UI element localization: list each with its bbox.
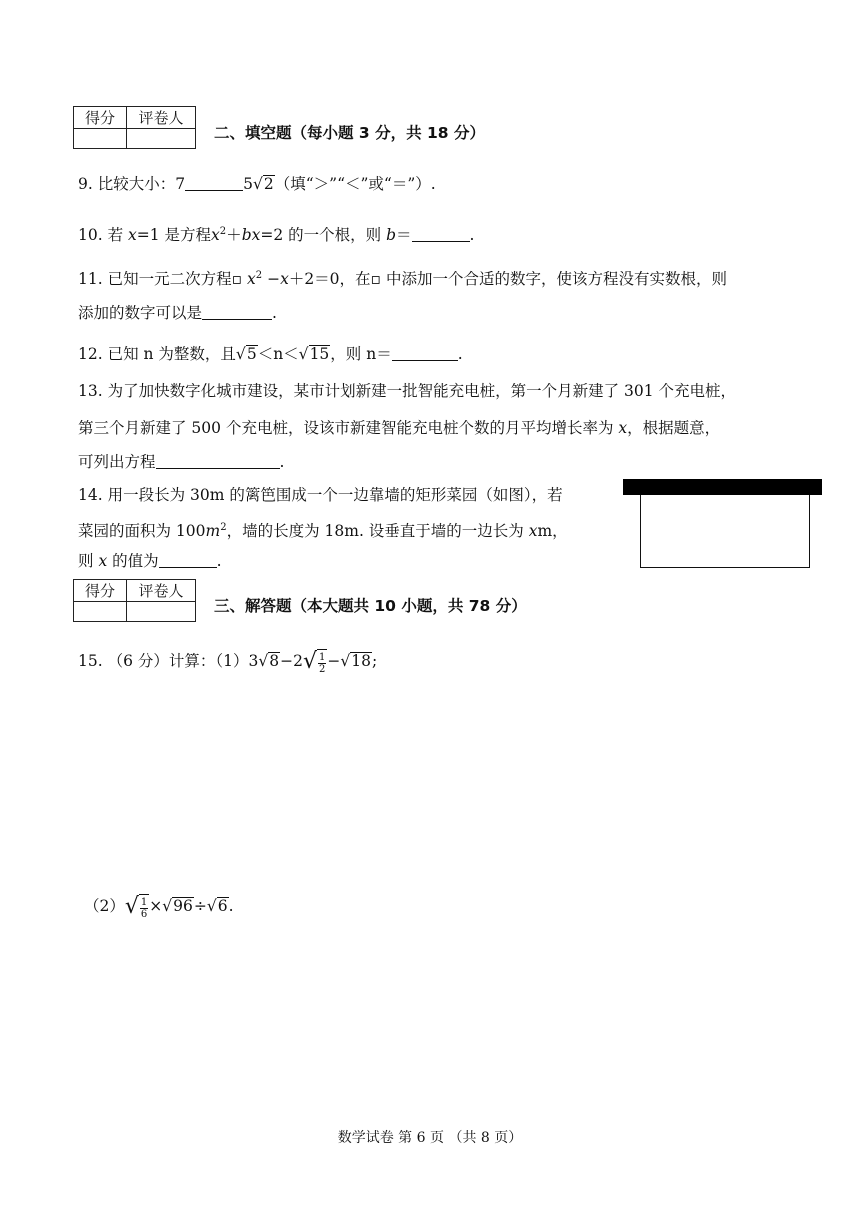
q14-line3a: 则 — [78, 552, 99, 570]
question-13-line3 — [78, 452, 284, 472]
grader-cell[interactable] — [127, 129, 196, 149]
q15-end: ; — [372, 652, 378, 670]
q14-end: . — [216, 552, 222, 570]
q15-frac-num: 1 — [319, 652, 326, 663]
q11-x: x — [247, 270, 256, 289]
sqrt-symbol: √2 — [252, 175, 274, 193]
sqrt-symbol: √18 — [340, 652, 371, 670]
q15-2-r2: 6 — [217, 897, 228, 915]
q14-line2b: ，墙的长度为 18m. 设垂直于墙的一边长为 — [226, 522, 529, 541]
q10-bx: bx — [241, 226, 261, 245]
score-header: 得分 — [74, 107, 127, 129]
q15-r1: 8 — [269, 652, 280, 670]
sqrt-symbol: √15 — [298, 345, 330, 363]
q15-b: −2 — [280, 652, 303, 670]
q14-line2a: 菜园的面积为 100 — [78, 522, 206, 541]
q13-blank[interactable] — [156, 453, 280, 469]
q12-r2: 15 — [309, 345, 330, 363]
q15-2-frac-radicand — [139, 894, 149, 921]
q10-blank[interactable] — [412, 226, 470, 242]
q12-b: ＜n＜ — [257, 345, 299, 363]
q14-x2: x — [98, 552, 108, 570]
q15-2-b: × — [149, 897, 163, 915]
question-9 — [78, 174, 436, 194]
q15-2-r1: 96 — [173, 897, 193, 915]
q10-b: =1 是方程 — [136, 226, 212, 245]
q14-x: x — [528, 522, 538, 541]
q13-line2a: 第三个月新建了 500 个充电桩，设该市新建智能充电桩个数的月平均增长率为 — [78, 419, 619, 437]
q10-c: ＋ — [226, 226, 242, 245]
q11-line2: 添加的数字可以是 — [78, 304, 203, 322]
question-11-line2 — [78, 303, 277, 323]
q13-line3: 可列出方程 — [78, 453, 156, 471]
q14-m: m — [205, 522, 221, 541]
q12-r1: 5 — [246, 345, 257, 363]
q9-coef: 5 — [243, 175, 253, 193]
score-cell[interactable] — [74, 129, 127, 149]
q10-x: x — [128, 226, 137, 245]
q11-x2: x — [280, 270, 289, 289]
q13-line2b: ，根据题意， — [627, 419, 721, 437]
q12-end: . — [457, 345, 463, 363]
q9-blank[interactable] — [185, 175, 243, 191]
page-footer: 数学试卷 第 6 页 （共 8 页） — [337, 1130, 523, 1146]
q9-prefix: 9. 比较大小：7 — [78, 175, 186, 193]
question-13-line2 — [78, 418, 720, 438]
question-12 — [78, 344, 463, 364]
sqrt-symbol: √96 — [162, 897, 193, 915]
question-10 — [78, 222, 474, 245]
q11-sup: 2 — [255, 270, 263, 281]
q15-frac-radicand — [317, 649, 327, 676]
score-header: 得分 — [74, 580, 127, 602]
q9-suffix: （填“＞”“＜”或“＝”）. — [274, 175, 436, 193]
q14-line3b: 的值为 — [107, 552, 159, 570]
q11-a: 11. 已知一元二次方程▫ — [78, 270, 248, 289]
wall-figure — [623, 479, 822, 495]
q10-x2: x — [211, 226, 220, 245]
question-15-part1 — [78, 648, 377, 676]
sqrt-symbol: √5 — [235, 345, 257, 363]
section2-title: 二、填空题（每小题 3 分，共 18 分） — [214, 124, 485, 142]
q14-line2c: m， — [537, 522, 568, 541]
sqrt-symbol: √8 — [258, 652, 280, 670]
question-15-part2 — [84, 893, 234, 921]
q11-b: − — [262, 270, 281, 289]
q11-blank[interactable] — [202, 304, 272, 320]
garden-rectangle-figure — [640, 495, 810, 568]
q14-blank[interactable] — [159, 552, 217, 568]
grader-header: 评卷人 — [127, 107, 196, 129]
q13-x: x — [618, 419, 628, 437]
q11-end: . — [272, 304, 277, 322]
section3-title: 三、解答题（本大题共 10 小题，共 78 分） — [214, 597, 527, 615]
q15-a: 15. （6 分）计算：（1）3 — [78, 652, 259, 670]
q15-c: − — [327, 652, 341, 670]
q13-end: . — [279, 453, 285, 471]
q10-e: ＝ — [396, 226, 412, 245]
q11-c: ＋2＝0，在▫ 中添加一个合适的数字，使该方程没有实数根，则 — [288, 270, 727, 289]
q10-end: . — [469, 226, 475, 245]
score-table — [73, 106, 196, 149]
q12-blank[interactable] — [392, 345, 458, 361]
grader-cell[interactable] — [127, 602, 196, 622]
question-11-line1 — [78, 266, 727, 289]
q10-bvar: b — [386, 226, 397, 245]
q15-frac-den: 2 — [319, 664, 326, 675]
q10-sup: 2 — [219, 226, 227, 237]
q15-2-frac-den: 6 — [140, 909, 148, 920]
q15-2-c: ÷ — [193, 897, 207, 915]
score-table — [73, 579, 196, 622]
question-14-line2 — [78, 518, 568, 541]
grader-header: 评卷人 — [127, 580, 196, 602]
sqrt-symbol: √ — [302, 649, 317, 674]
q14-sup: 2 — [220, 522, 227, 533]
q10-d: =2 的一个根，则 — [260, 226, 387, 245]
sqrt-symbol: √6 — [206, 897, 228, 915]
question-14-line1: 14. 用一段长为 30m 的篱笆围成一个一边靠墙的矩形菜园（如图），若 — [78, 486, 563, 504]
question-13-line1: 13. 为了加快数字化城市建设，某市计划新建一批智能充电桩，第一个月新建了 301 个充电桩， — [78, 382, 737, 400]
q15-r2: 18 — [351, 652, 371, 670]
q15-2-a: （2） — [84, 897, 125, 915]
q15-2-frac-num: 1 — [140, 897, 148, 908]
sqrt-symbol: √ — [124, 894, 139, 919]
q12-c: ，则 n＝ — [330, 345, 392, 363]
q10-a: 10. 若 — [78, 226, 129, 245]
question-14-line3 — [78, 551, 222, 571]
score-cell[interactable] — [74, 602, 127, 622]
q12-a: 12. 已知 n 为整数，且 — [78, 345, 236, 363]
q9-radicand: 2 — [263, 175, 274, 193]
q15-2-end: . — [228, 897, 234, 915]
